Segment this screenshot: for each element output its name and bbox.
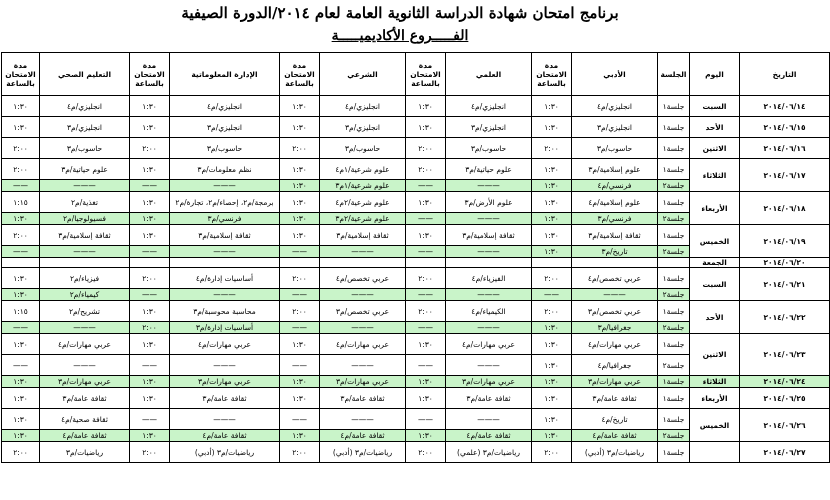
subject-cell: تغذية/م٢: [40, 192, 130, 213]
subject-cell: ثقافة عامة/م٣: [40, 388, 130, 409]
subject-cell: حاسوب/م٣: [320, 138, 406, 159]
duration-cell: ١:٣٠: [532, 159, 572, 180]
table-row: [2, 138, 830, 159]
duration-cell: ٢:٠٠: [130, 268, 170, 289]
col-duration: مدة الامتحان بالساعة: [2, 53, 40, 96]
duration-cell: ٢:٠٠: [280, 442, 320, 463]
subject-cell: انجليزي/م٤: [320, 96, 406, 117]
duration-cell: ١:٣٠: [406, 430, 446, 442]
duration-cell: ١:٣٠: [406, 117, 446, 138]
duration-cell: ١:١٥: [2, 301, 40, 322]
session-cell: جلسة١: [658, 159, 690, 180]
page-subtitle: [0, 28, 800, 44]
day-cell: الأربعاء: [690, 192, 740, 225]
duration-cell: ٢:٠٠: [2, 442, 40, 463]
subject-cell: ———: [40, 322, 130, 334]
duration-cell: ١:٣٠: [280, 213, 320, 225]
duration-cell: ١:٣٠: [130, 213, 170, 225]
day-cell: الاثنين: [690, 334, 740, 376]
session-cell: [658, 258, 690, 268]
subject-cell: ———: [446, 409, 532, 430]
duration-cell: ——: [280, 289, 320, 301]
duration-cell: ——: [406, 213, 446, 225]
duration-cell: ١:٣٠: [406, 388, 446, 409]
subject-cell: ———: [40, 355, 130, 376]
duration-cell: [532, 258, 572, 268]
duration-cell: ١:٣٠: [532, 246, 572, 258]
session-cell: جلسة٢: [658, 289, 690, 301]
subject-cell: رياضيات/م٣ (أدبي): [572, 442, 658, 463]
duration-cell: ٢:٠٠: [280, 301, 320, 322]
duration-cell: [130, 258, 170, 268]
subject-cell: [446, 258, 532, 268]
duration-cell: ١:٣٠: [2, 96, 40, 117]
schedule-table: [1, 52, 830, 463]
session-cell: جلسة٢: [658, 213, 690, 225]
date-cell: ٢٠١٤/٠٦/١٦: [740, 138, 830, 159]
duration-cell: ——: [406, 180, 446, 192]
day-cell: السبت: [690, 96, 740, 117]
subject-cell: [40, 258, 130, 268]
duration-cell: ٢:٠٠: [406, 159, 446, 180]
session-cell: جلسة٢: [658, 180, 690, 192]
duration-cell: ٢:٠٠: [130, 442, 170, 463]
subject-cell: فرنسي/م٣: [170, 213, 280, 225]
subject-cell: [320, 258, 406, 268]
subject-cell: ثقافة عامة/م٤: [320, 430, 406, 442]
subject-cell: انجليزي/م٤: [446, 96, 532, 117]
duration-cell: ——: [2, 246, 40, 258]
duration-cell: ١:٣٠: [2, 213, 40, 225]
subject-cell: ———: [446, 246, 532, 258]
duration-cell: ١:٣٠: [532, 355, 572, 376]
subject-cell: [572, 258, 658, 268]
subject-cell: ثقافة إسلامية/م٣: [320, 225, 406, 246]
subject-cell: رياضيات/م٣ (أدبي): [170, 442, 280, 463]
date-cell: ٢٠١٤/٠٦/٢٦: [740, 409, 830, 442]
col-duration: مدة الامتحان بالساعة: [406, 53, 446, 96]
duration-cell: ١:٣٠: [532, 117, 572, 138]
duration-cell: ١:٣٠: [2, 289, 40, 301]
subject-cell: علوم حياتية/م٣: [446, 159, 532, 180]
subject-cell: نظم معلومات/م٣: [170, 159, 280, 180]
subject-cell: عربي مهارات/م٤: [170, 334, 280, 355]
duration-cell: ١:٣٠: [130, 96, 170, 117]
duration-cell: ——: [2, 180, 40, 192]
subject-cell: عربي مهارات/م٣: [446, 376, 532, 388]
duration-cell: ٢:٠٠: [2, 159, 40, 180]
date-cell: ٢٠١٤/٠٦/٢٧: [740, 442, 830, 463]
duration-cell: ١:٣٠: [130, 388, 170, 409]
subject-cell: فرنسي/م٣: [572, 213, 658, 225]
table-row: [2, 159, 830, 180]
duration-cell: ١:٣٠: [532, 225, 572, 246]
subject-cell: ثقافة عامة/م٤: [572, 430, 658, 442]
duration-cell: ١:٣٠: [130, 117, 170, 138]
subject-cell: ———: [170, 409, 280, 430]
subject-cell: علوم شرعية/١م٤: [320, 159, 406, 180]
date-cell: ٢٠١٤/٠٦/٢٤: [740, 376, 830, 388]
day-cell: الخميس: [690, 409, 740, 442]
duration-cell: ١:٣٠: [280, 180, 320, 192]
subject-cell: علوم الأرض/م٣: [446, 192, 532, 213]
subject-cell: عربي مهارات/م٤: [446, 334, 532, 355]
col-literary: الأدبي: [572, 53, 658, 96]
duration-cell: ١:٣٠: [2, 430, 40, 442]
subject-cell: فسيولوجيا/م٢: [40, 213, 130, 225]
duration-cell: ١:٣٠: [406, 334, 446, 355]
subject-cell: ثقافة إسلامية/م٣: [170, 225, 280, 246]
subject-cell: الفيزياء/م٤: [446, 268, 532, 289]
table-row: [2, 117, 830, 138]
subject-cell: ثقافة عامة/م٤: [446, 430, 532, 442]
duration-cell: ١:٣٠: [406, 96, 446, 117]
session-cell: جلسة١: [658, 192, 690, 213]
subject-cell: علوم شرعية/٢م٤: [320, 192, 406, 213]
duration-cell: ١:٣٠: [130, 301, 170, 322]
day-cell: الثلاثاء: [690, 159, 740, 192]
subtitle-text: الفـــــروع الأكاديميـــــة: [331, 28, 469, 44]
subject-cell: ———: [170, 289, 280, 301]
subject-cell: حاسوب/م٣: [572, 138, 658, 159]
col-it-management: الإدارة المعلوماتية: [170, 53, 280, 96]
duration-cell: ٢:٠٠: [280, 268, 320, 289]
table-row: [2, 258, 830, 268]
day-cell: الأحد: [690, 301, 740, 334]
duration-cell: ١:٣٠: [280, 334, 320, 355]
session-cell: جلسة١: [658, 442, 690, 463]
subject-cell: ثقافة عامة/م٣: [170, 388, 280, 409]
session-cell: جلسة١: [658, 334, 690, 355]
header-row: [2, 53, 830, 96]
table-row: [2, 225, 830, 246]
date-cell: ٢٠١٤/٠٦/٢٣: [740, 334, 830, 376]
subject-cell: علوم شرعية/٢م٣: [320, 213, 406, 225]
subject-cell: جغرافيا/م٤: [572, 355, 658, 376]
subject-cell: ———: [40, 180, 130, 192]
duration-cell: [280, 258, 320, 268]
table-row: [2, 334, 830, 355]
subject-cell: رياضيات/م٣ (أدبي): [320, 442, 406, 463]
day-cell: السبت: [690, 268, 740, 301]
duration-cell: ٢:٠٠: [130, 322, 170, 334]
session-cell: جلسة٢: [658, 322, 690, 334]
subject-cell: انجليزي/م٤: [572, 96, 658, 117]
session-cell: جلسة١: [658, 96, 690, 117]
col-date: التاريخ: [740, 53, 830, 96]
subject-cell: علوم شرعية/١م٣: [320, 180, 406, 192]
session-cell: جلسة١: [658, 268, 690, 289]
subject-cell: انجليزي/م٣: [446, 117, 532, 138]
duration-cell: ٢:٠٠: [406, 442, 446, 463]
date-cell: ٢٠١٤/٠٦/١٤: [740, 96, 830, 117]
duration-cell: ٢:٠٠: [532, 138, 572, 159]
subject-cell: حاسوب/م٣: [446, 138, 532, 159]
duration-cell: ٢:٠٠: [406, 301, 446, 322]
duration-cell: ——: [280, 322, 320, 334]
subject-cell: ثقافة إسلامية/م٣: [572, 225, 658, 246]
date-cell: ٢٠١٤/٠٦/٢٢: [740, 301, 830, 334]
duration-cell: ١:٣٠: [532, 388, 572, 409]
table-row: [2, 442, 830, 463]
duration-cell: ——: [406, 409, 446, 430]
date-cell: ٢٠١٤/٠٦/٢٠: [740, 258, 830, 268]
session-cell: جلسة١: [658, 388, 690, 409]
subject-cell: محاسبة محوسبة/م٣: [170, 301, 280, 322]
subject-cell: عربي مهارات/م٣: [170, 376, 280, 388]
duration-cell: ١:٣٠: [280, 117, 320, 138]
subject-cell: عربي مهارات/م٤: [572, 334, 658, 355]
session-cell: جلسة٢: [658, 355, 690, 376]
day-cell: الاثنين: [690, 138, 740, 159]
table-row: [2, 96, 830, 117]
subject-cell: ———: [446, 180, 532, 192]
duration-cell: ——: [2, 322, 40, 334]
session-cell: جلسة١: [658, 138, 690, 159]
duration-cell: ١:٣٠: [532, 334, 572, 355]
table-row: [2, 388, 830, 409]
subject-cell: علوم إسلامية/م٣: [572, 159, 658, 180]
subject-cell: كيمياء/م٢: [40, 289, 130, 301]
subject-cell: ———: [446, 355, 532, 376]
day-cell: الخميس: [690, 225, 740, 258]
subject-cell: ثقافة إسلامية/م٣: [40, 225, 130, 246]
subject-cell: ———: [320, 322, 406, 334]
subject-cell: عربي مهارات/م٤: [320, 334, 406, 355]
subject-cell: ———: [446, 322, 532, 334]
subject-cell: ثقافة إسلامية/م٣: [446, 225, 532, 246]
subject-cell: انجليزي/م٣: [320, 117, 406, 138]
duration-cell: ١:٣٠: [532, 409, 572, 430]
session-cell: جلسة٢: [658, 430, 690, 442]
subject-cell: انجليزي/م٤: [170, 96, 280, 117]
subject-cell: فيزياء/م٢: [40, 268, 130, 289]
duration-cell: ١:٣٠: [280, 388, 320, 409]
duration-cell: ——: [130, 246, 170, 258]
subject-cell: انجليزي/م٣: [170, 117, 280, 138]
table-row: [2, 192, 830, 213]
duration-cell: ——: [130, 289, 170, 301]
subject-cell: ———: [572, 289, 658, 301]
duration-cell: ٢:٠٠: [532, 301, 572, 322]
subject-cell: جغرافيا/م٣: [572, 322, 658, 334]
duration-cell: ——: [130, 355, 170, 376]
date-cell: ٢٠١٤/٠٦/١٩: [740, 225, 830, 258]
duration-cell: ٢:٠٠: [130, 138, 170, 159]
duration-cell: ١:٣٠: [280, 96, 320, 117]
session-cell: جلسة١: [658, 301, 690, 322]
session-cell: جلسة١: [658, 117, 690, 138]
subject-cell: برمجة/م٢، إحصاء/م٢، تجارة/م٢: [170, 192, 280, 213]
col-duration: مدة الامتحان بالساعة: [130, 53, 170, 96]
duration-cell: ——: [130, 409, 170, 430]
duration-cell: ١:٣٠: [406, 225, 446, 246]
subject-cell: عربي تخصص/م٣: [572, 301, 658, 322]
duration-cell: ١:٣٠: [130, 159, 170, 180]
duration-cell: ٢:٠٠: [2, 225, 40, 246]
col-duration: مدة الامتحان بالساعة: [280, 53, 320, 96]
subject-cell: ثقافة عامة/م٤: [40, 430, 130, 442]
duration-cell: ——: [406, 355, 446, 376]
session-cell: جلسة١: [658, 225, 690, 246]
date-cell: ٢٠١٤/٠٦/١٨: [740, 192, 830, 225]
duration-cell: ١:٣٠: [2, 334, 40, 355]
subject-cell: حاسوب/م٣: [170, 138, 280, 159]
table-row: [2, 409, 830, 430]
duration-cell: ——: [130, 180, 170, 192]
subject-cell: رياضيات/م٣ (علمي): [446, 442, 532, 463]
duration-cell: ٢:٠٠: [406, 138, 446, 159]
date-cell: ٢٠١٤/٠٦/١٥: [740, 117, 830, 138]
duration-cell: ١:٣٠: [406, 192, 446, 213]
day-cell: الجمعة: [690, 258, 740, 268]
duration-cell: ——: [406, 246, 446, 258]
subject-cell: انجليزي/م٣: [40, 117, 130, 138]
duration-cell: ١:٣٠: [2, 268, 40, 289]
duration-cell: ١:٣٠: [280, 225, 320, 246]
duration-cell: ——: [406, 289, 446, 301]
table-row: [2, 301, 830, 322]
subject-cell: انجليزي/م٤: [40, 96, 130, 117]
duration-cell: ——: [406, 322, 446, 334]
subject-cell: ثقافة صحية/م٤: [40, 409, 130, 430]
date-cell: ٢٠١٤/٠٦/١٧: [740, 159, 830, 192]
subject-cell: ثقافة عامة/م٤: [170, 430, 280, 442]
duration-cell: ١:٣٠: [406, 376, 446, 388]
col-sharia: الشرعي: [320, 53, 406, 96]
duration-cell: ٢:٠٠: [2, 138, 40, 159]
duration-cell: ١:٣٠: [280, 376, 320, 388]
duration-cell: ١:٣٠: [532, 213, 572, 225]
subject-cell: علوم حياتية/م٣: [40, 159, 130, 180]
col-duration: مدة الامتحان بالساعة: [532, 53, 572, 96]
session-cell: جلسة٢: [658, 246, 690, 258]
subject-cell: تاريخ/م٤: [572, 409, 658, 430]
session-cell: جلسة١: [658, 376, 690, 388]
subject-cell: ———: [40, 246, 130, 258]
subject-cell: انجليزي/م٣: [572, 117, 658, 138]
table-row: [2, 376, 830, 388]
subject-cell: عربي مهارات/م٣: [572, 376, 658, 388]
duration-cell: ٢:٠٠: [532, 268, 572, 289]
subject-cell: عربي تخصص/م٤: [572, 268, 658, 289]
subject-cell: حاسوب/م٣: [40, 138, 130, 159]
duration-cell: ١:٣٠: [532, 192, 572, 213]
duration-cell: ١:٣٠: [2, 117, 40, 138]
duration-cell: ١:١٥: [2, 192, 40, 213]
subject-cell: تاريخ/م٣: [572, 246, 658, 258]
day-cell: الأربعاء: [690, 388, 740, 409]
subject-cell: رياضيات/م٣: [40, 442, 130, 463]
subject-cell: ———: [446, 289, 532, 301]
col-health-education: التعليم الصحي: [40, 53, 130, 96]
subject-cell: الكيمياء/م٤: [446, 301, 532, 322]
session-cell: جلسة١: [658, 409, 690, 430]
duration-cell: [406, 258, 446, 268]
subject-cell: ———: [320, 246, 406, 258]
subject-cell: ———: [320, 355, 406, 376]
day-cell: [690, 442, 740, 463]
subject-cell: عربي تخصص/م٣: [320, 301, 406, 322]
duration-cell: ١:٣٠: [130, 334, 170, 355]
subject-cell: ثقافة عامة/م٣: [446, 388, 532, 409]
subject-cell: ———: [446, 213, 532, 225]
duration-cell: ١:٣٠: [280, 159, 320, 180]
duration-cell: ——: [280, 409, 320, 430]
subject-cell: تشريح/م٢: [40, 301, 130, 322]
col-session: الجلسة: [658, 53, 690, 96]
page-title: برنامج امتحان شهادة الدراسة الثانوية العامة لعام ٢٠١٤/الدورة الصيفية: [181, 4, 619, 22]
duration-cell: ١:٣٠: [2, 409, 40, 430]
subject-cell: عربي مهارات/م٤: [40, 334, 130, 355]
subject-cell: ثقافة عامة/م٣: [572, 388, 658, 409]
subject-cell: عربي تخصص/م٤: [320, 268, 406, 289]
duration-cell: ١:٣٠: [2, 388, 40, 409]
duration-cell: ——: [2, 355, 40, 376]
duration-cell: ——: [532, 289, 572, 301]
duration-cell: ١:٣٠: [532, 322, 572, 334]
duration-cell: ٢:٠٠: [280, 138, 320, 159]
subject-cell: ———: [170, 180, 280, 192]
duration-cell: ١:٣٠: [130, 192, 170, 213]
subject-cell: علوم إسلامية/م٤: [572, 192, 658, 213]
subject-cell: عربي مهارات/م٣: [320, 376, 406, 388]
duration-cell: ——: [280, 246, 320, 258]
date-cell: ٢٠١٤/٠٦/٢٥: [740, 388, 830, 409]
day-cell: الأحد: [690, 117, 740, 138]
table-row: [2, 268, 830, 289]
day-cell: الثلاثاء: [690, 376, 740, 388]
subject-cell: ثقافة عامة/م٣: [320, 388, 406, 409]
subject-cell: ———: [320, 289, 406, 301]
duration-cell: ٢:٠٠: [406, 268, 446, 289]
duration-cell: ١:٣٠: [532, 180, 572, 192]
subject-cell: ———: [170, 355, 280, 376]
duration-cell: [2, 258, 40, 268]
duration-cell: ١:٣٠: [130, 376, 170, 388]
schedule-body: [2, 96, 830, 463]
subject-cell: أساسيات إدارة/م٣: [170, 322, 280, 334]
subject-cell: [170, 258, 280, 268]
duration-cell: ——: [280, 355, 320, 376]
duration-cell: ١:٣٠: [130, 225, 170, 246]
subject-cell: أساسيات إدارة/م٤: [170, 268, 280, 289]
col-day: اليوم: [690, 53, 740, 96]
duration-cell: ١:٣٠: [532, 376, 572, 388]
duration-cell: ١:٣٠: [532, 96, 572, 117]
duration-cell: ٢:٠٠: [532, 442, 572, 463]
subject-cell: عربي مهارات/م٣: [40, 376, 130, 388]
duration-cell: ١:٣٠: [2, 376, 40, 388]
duration-cell: ١:٣٠: [532, 430, 572, 442]
duration-cell: ١:٣٠: [130, 430, 170, 442]
col-scientific: العلمي: [446, 53, 532, 96]
duration-cell: ١:٣٠: [280, 192, 320, 213]
subject-cell: فرنسي/م٤: [572, 180, 658, 192]
duration-cell: ١:٣٠: [280, 430, 320, 442]
subject-cell: ———: [170, 246, 280, 258]
date-cell: ٢٠١٤/٠٦/٢١: [740, 268, 830, 301]
subject-cell: ———: [320, 409, 406, 430]
